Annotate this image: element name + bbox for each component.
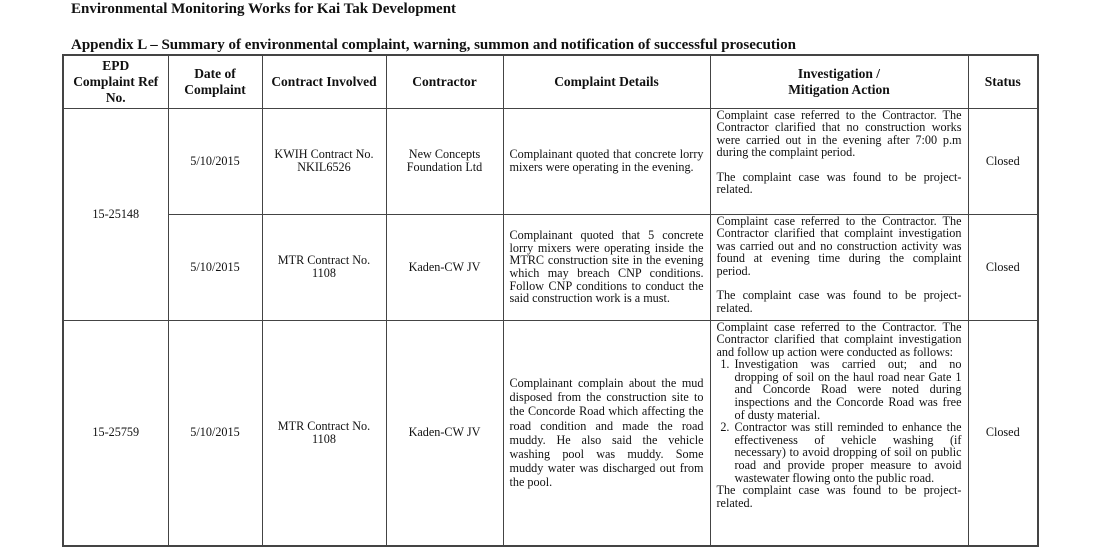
- header-contractor: Contractor: [386, 55, 503, 108]
- header-investigation-line1: Investigation /: [797, 65, 881, 81]
- contractor-cell: Kaden-CW JV: [386, 214, 503, 320]
- date-cell: 5/10/2015: [168, 320, 262, 546]
- table-header-row: [63, 55, 1038, 108]
- contract-cell: MTR Contract No. 1108: [262, 214, 386, 320]
- header-investigation-line2: Mitigation Action: [788, 81, 890, 97]
- table-row: [63, 320, 1038, 546]
- appendix-title: Appendix L – Summary of environmental complaint, warning, summon and notification of successful prosecution: [71, 37, 796, 53]
- investigation-cell: [710, 214, 968, 320]
- contract-cell: MTR Contract No. 1108: [262, 320, 386, 546]
- header-date: Date of Complaint: [168, 55, 262, 108]
- contractor-cell: New Concepts Foundation Ltd: [386, 108, 503, 214]
- investigation-intro: Complaint case referred to the Contractor. The Contractor clarified that complaint investigation was carried out and no construction activity was found at evening time during the complaint period.: [716, 213, 962, 278]
- complaint-summary-table: [62, 54, 1039, 547]
- investigation-conclusion: The complaint case was found to be project-related.: [716, 169, 962, 197]
- investigation-intro: Complaint case referred to the Contractor. The Contractor clarified that no construction works were carried out in the evening after 7:00 p.m during the complaint period.: [716, 107, 962, 160]
- header-investigation: [710, 55, 968, 108]
- table-row: [63, 108, 1038, 214]
- investigation-conclusion: The complaint case was found to be project-related.: [716, 483, 962, 510]
- header-ref-no: EPD Complaint Ref No.: [63, 55, 168, 108]
- date-cell: 5/10/2015: [168, 214, 262, 320]
- contractor-cell: Kaden-CW JV: [386, 320, 503, 546]
- investigation-step: 1. Investigation was carried out; and no dropping of soil on the haul road near Gate 1 and Concorde Road were noted during inspections and the Concorde Road was free of dusty material.: [733, 358, 962, 421]
- header-status: Status: [968, 55, 1038, 108]
- status-cell: Closed: [968, 108, 1038, 214]
- investigation-conclusion: The complaint case was found to be project-related.: [716, 288, 962, 316]
- details-cell: Complainant quoted that concrete lorry mixers were operating in the evening.: [503, 108, 710, 214]
- table-row: [63, 214, 1038, 320]
- header-details: Complaint Details: [503, 55, 710, 108]
- investigation-intro: Complaint case referred to the Contractor. The Contractor clarified that complaint investigation and follow up action were conducted as follows:: [716, 319, 962, 359]
- details-cell: Complainant complain about the mud disposed from the construction site to the Concorde Road which affecting the road condition and made the road muddy. He also said the vehicle washing pool was muddy. Some muddy water was discharged out from the pool.: [503, 320, 710, 546]
- status-cell: Closed: [968, 214, 1038, 320]
- investigation-step: 2. Contractor was still reminded to enhance the effectiveness of vehicle washing (if necessary) to avoid dropping of soil on public road and provide proper measure to avoid wastewater flowing onto the public road.: [733, 421, 962, 484]
- investigation-steps-list: [717, 358, 962, 484]
- document-title: Environmental Monitoring Works for Kai Tak Development: [71, 1, 457, 17]
- ref-no-cell: 15-25759: [63, 320, 168, 546]
- investigation-cell: [710, 108, 968, 214]
- date-cell: 5/10/2015: [168, 108, 262, 214]
- ref-no-cell: 15-25148: [63, 108, 168, 320]
- status-cell: Closed: [968, 320, 1038, 546]
- investigation-cell: [710, 320, 968, 546]
- contract-cell: KWIH Contract No. NKIL6526: [262, 108, 386, 214]
- details-cell: Complainant quoted that 5 concrete lorry mixers were operating inside the MTRC construction site in the evening which may breach CNP conditions. Follow CNP conditions to conduct the said construction work is a must.: [503, 214, 710, 320]
- header-contract: Contract Involved: [262, 55, 386, 108]
